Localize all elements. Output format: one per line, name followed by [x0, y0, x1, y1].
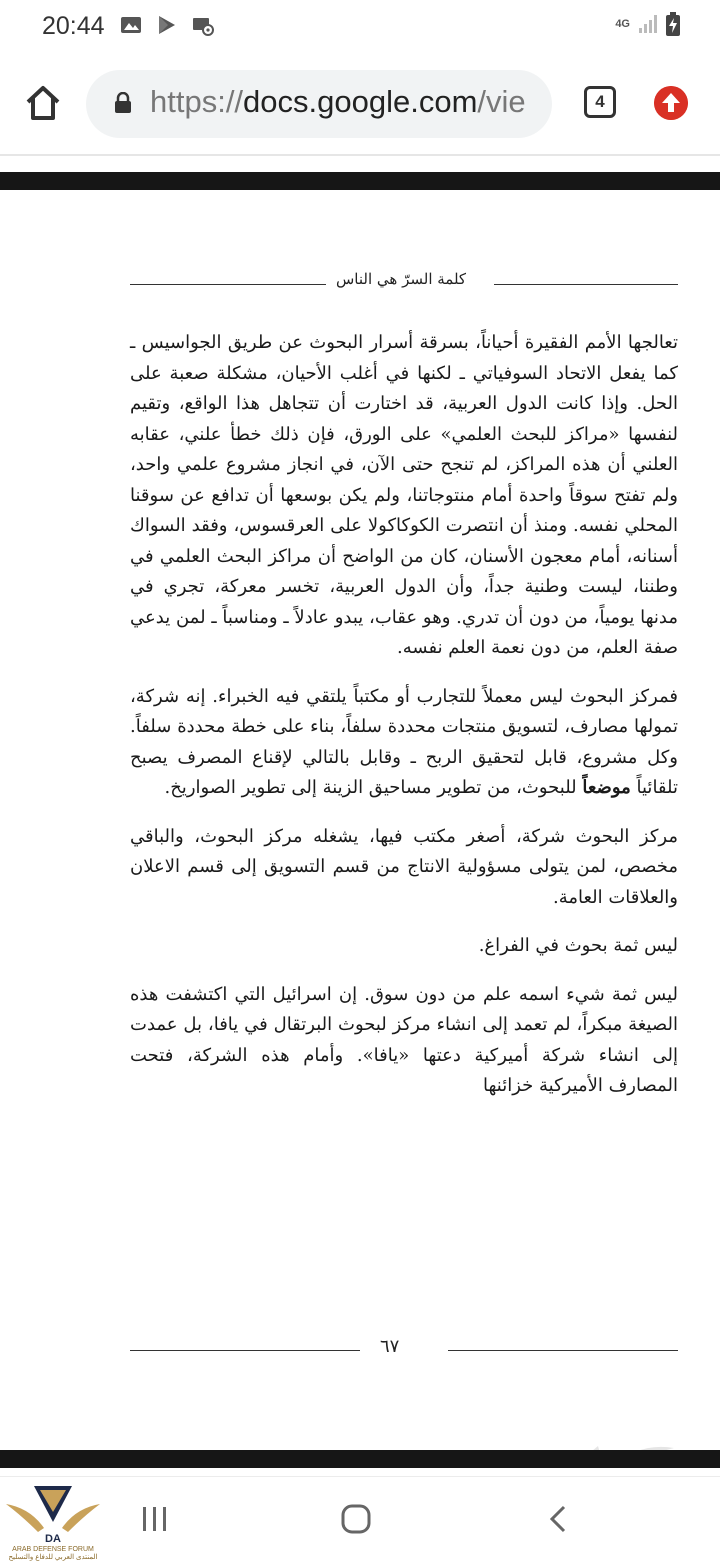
paragraph-5: ليس ثمة شيء اسمه علم من دون سوق. إن اسرائيل التي اكتشفت هذه الصيغة مبكراً، لم تعمد إلى انشاء مركز لبحوث البرتقال في يافا، بل عمدت إلى انشاء شركة أميركية دعتها «يافا». وأمام هذه الشركة، فتحت المصارف الأميركية خزائنها [130, 983, 678, 1096]
back-icon[interactable] [546, 1503, 570, 1535]
page-number: ٦٧ [380, 1336, 400, 1357]
paragraph-3: مركز البحوث شركة، أصغر مكتب فيها، يشغله مركز البحوث، والباقي مخصص، لمن يتولى مسؤولية الانتاج من قسم التسويق إلى قسم الاعلان والعلاقات العامة. [130, 825, 678, 908]
paragraph-1: تعالجها الأمم الفقيرة أحياناً، بسرقة أسرار البحوث عن طريق الجواسيس ـ كما يفعل الاتحاد السوفياتي ـ لكنها في أغلب الأحيان، مشكلة صعبة على الحل. وإذا كانت الدول العربية، قد اختارت أن تتجاهل هذا الواقع، وتقيم لنفسها «مراكز للبحث العلمي» على الورق، فإن ذلك خطأ علني، عقابه العلني أن هذه المراكز، لم تنجح حتى الآن، في انجاز مشروع علمي واحد، ولم تفتح سوقاً واحدة أمام منتوجاتنا، ولم يكن بوسعها أن تدافع عن سوقنا المحلي نفسه. ومنذ أن انتصرت الكوكاكولا على العرقسوس، وفقد السواك أسنانه، أمام معجون الأسنان، كان من الواضح أن مراكز البحث العلمي في وطننا، ليست وطنية جداً، وأن الدول العربية، تخسر معركة، تجري في مدنها يومياً، من دون أن تدري. وهو عقاب، يبدو عادلاً ـ ومناسباً ـ لمن يدعي صفة العلم، من دون نعمة العلم نفسه. [130, 332, 678, 658]
url-path: /vie [477, 84, 526, 119]
status-bar [0, 0, 720, 56]
home-icon[interactable] [22, 82, 64, 124]
running-header-text: كلمة السرّ هي الناس [336, 270, 467, 288]
url-scheme: https:// [150, 84, 244, 119]
document-body [130, 328, 678, 1120]
page-edge-top [0, 172, 720, 190]
paragraph-2-tail: للبحوث، من تطوير مساحيق الزينة إلى تطوير الصواريخ. [164, 777, 577, 798]
forum-initials: DA [45, 1533, 61, 1545]
home-nav-icon[interactable] [340, 1503, 372, 1535]
page-footer [130, 1336, 678, 1360]
paragraph-4: ليس ثمة بحوث في الفراغ. [478, 935, 678, 956]
running-header [130, 268, 678, 298]
url-host: docs.google.com [243, 84, 478, 119]
status-time: 20:44 [42, 12, 105, 40]
play-store-icon [156, 14, 178, 36]
lock-icon [114, 92, 132, 114]
battery-charging-icon [666, 12, 680, 36]
network-type-label: 4G [615, 17, 630, 30]
tab-switcher-button[interactable]: 4 [584, 86, 616, 118]
forum-name-ar: المنتدى العربي للدفاع والتسليح [8, 1554, 98, 1561]
address-bar[interactable] [86, 70, 552, 138]
gallery-icon [120, 14, 142, 36]
paragraph-2-text: فمركز البحوث ليس معملاً للتجارب أو مكتباً يلتقي فيه الخبراء. إنه شركة، تمولها مصارف، لتسويق منتجات محددة سلفاً، بناء على خطة محددة سلفاً. وكل مشروع، قابل لتحقيق الربح ـ وقابل بالتالي لإقناع المصرف يصبح تلقائياً [130, 685, 678, 798]
page-edge-bottom [0, 1450, 720, 1468]
paragraph-2 [130, 682, 678, 804]
system-nav-bar [0, 1476, 720, 1561]
browser-toolbar [0, 56, 720, 156]
settings-notification-icon [192, 14, 214, 36]
bold-word: موضعاً [582, 777, 631, 798]
update-arrow-icon[interactable] [654, 86, 688, 120]
url-text [150, 84, 526, 120]
signal-icon [638, 13, 658, 35]
forum-name-en: ARAB DEFENSE FORUM [12, 1546, 94, 1553]
recent-apps-icon[interactable] [140, 1505, 170, 1533]
